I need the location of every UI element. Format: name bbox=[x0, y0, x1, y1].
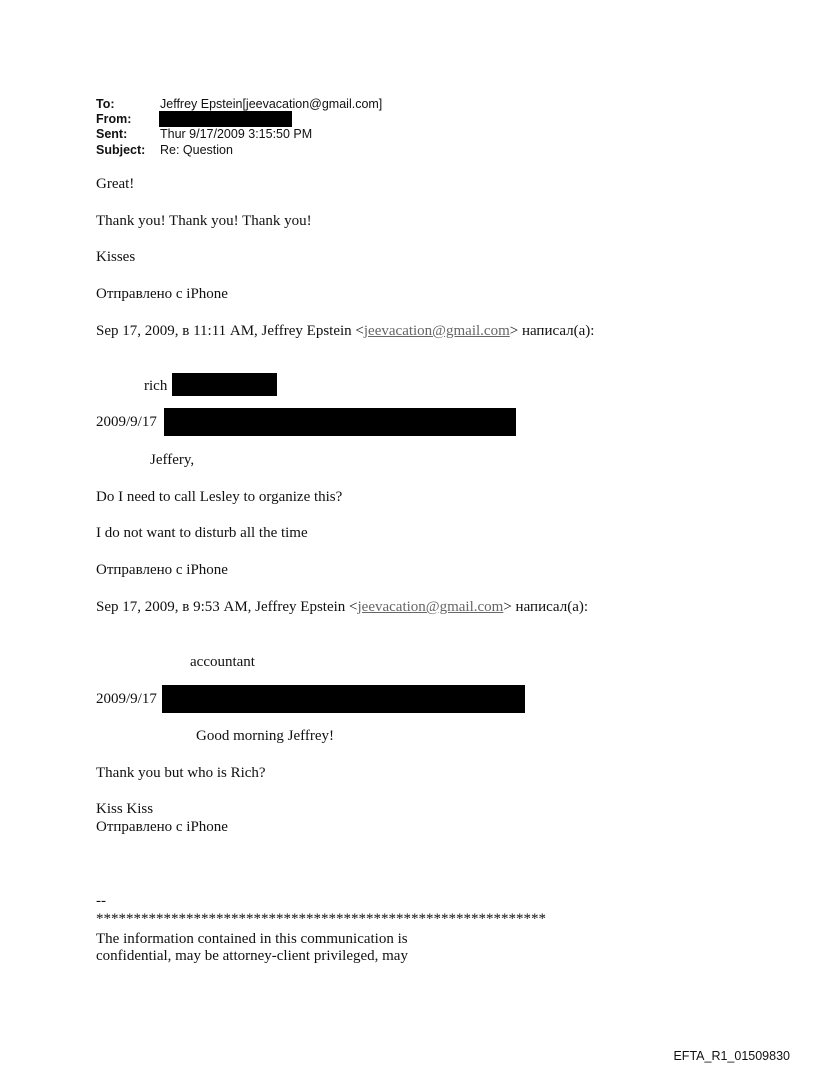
confidentiality-notice: confidential, may be attorney-client privileged, may bbox=[96, 948, 408, 964]
confidentiality-notice: The information contained in this communication is bbox=[96, 931, 408, 947]
quote-suffix: > написал(а): bbox=[509, 323, 595, 339]
date-line: 2009/9/17 bbox=[96, 691, 157, 707]
dash-separator: -- bbox=[96, 893, 106, 909]
subject-label: Subject: bbox=[96, 143, 146, 157]
email-link[interactable]: jeevacation@gmail.com bbox=[363, 323, 510, 339]
redaction-block bbox=[172, 373, 277, 396]
body-line: rich bbox=[144, 378, 168, 394]
body-line: Kiss Kiss bbox=[96, 801, 154, 817]
sent-label: Sent: bbox=[96, 127, 128, 141]
redaction-from bbox=[159, 111, 292, 127]
body-line: I do not want to disturb all the time bbox=[96, 525, 308, 541]
body-line: Kisses bbox=[96, 249, 136, 265]
iphone-signature: Отправлено с iPhone bbox=[96, 286, 228, 302]
redaction-block bbox=[162, 685, 525, 713]
sent-value: Thur 9/17/2009 3:15:50 PM bbox=[160, 127, 313, 141]
quote-attribution bbox=[96, 322, 594, 340]
body-line: Thank you but who is Rich? bbox=[96, 765, 266, 781]
body-line: Thank you! Thank you! Thank you! bbox=[96, 213, 312, 229]
iphone-signature: Отправлено с iPhone bbox=[96, 562, 228, 578]
quote-suffix: > написал(а): bbox=[503, 599, 589, 615]
email-link[interactable]: jeevacation@gmail.com bbox=[357, 599, 504, 615]
date-line: 2009/9/17 bbox=[96, 414, 157, 430]
greeting: Good morning Jeffrey! bbox=[196, 728, 335, 744]
subject-value: Re: Question bbox=[160, 143, 233, 157]
body-line: accountant bbox=[190, 654, 255, 670]
document-id: EFTA_R1_01509830 bbox=[673, 1049, 790, 1063]
body-line: Great! bbox=[96, 176, 135, 192]
greeting: Jeffery, bbox=[150, 452, 195, 468]
body-line: Do I need to call Lesley to organize this? bbox=[96, 489, 343, 505]
star-separator: ************************************************************ bbox=[96, 911, 546, 927]
quote-attribution bbox=[96, 598, 588, 616]
redaction-block bbox=[164, 408, 516, 436]
iphone-signature: Отправлено с iPhone bbox=[96, 819, 228, 835]
to-value: Jeffrey Epstein[jeevacation@gmail.com] bbox=[160, 97, 383, 111]
from-label: From: bbox=[96, 112, 132, 126]
quote-prefix: Sep 17, 2009, в 11:11 AM, Jeffrey Epstein < bbox=[96, 323, 364, 339]
to-label: To: bbox=[96, 97, 115, 111]
quote-prefix: Sep 17, 2009, в 9:53 AM, Jeffrey Epstein < bbox=[96, 599, 358, 615]
